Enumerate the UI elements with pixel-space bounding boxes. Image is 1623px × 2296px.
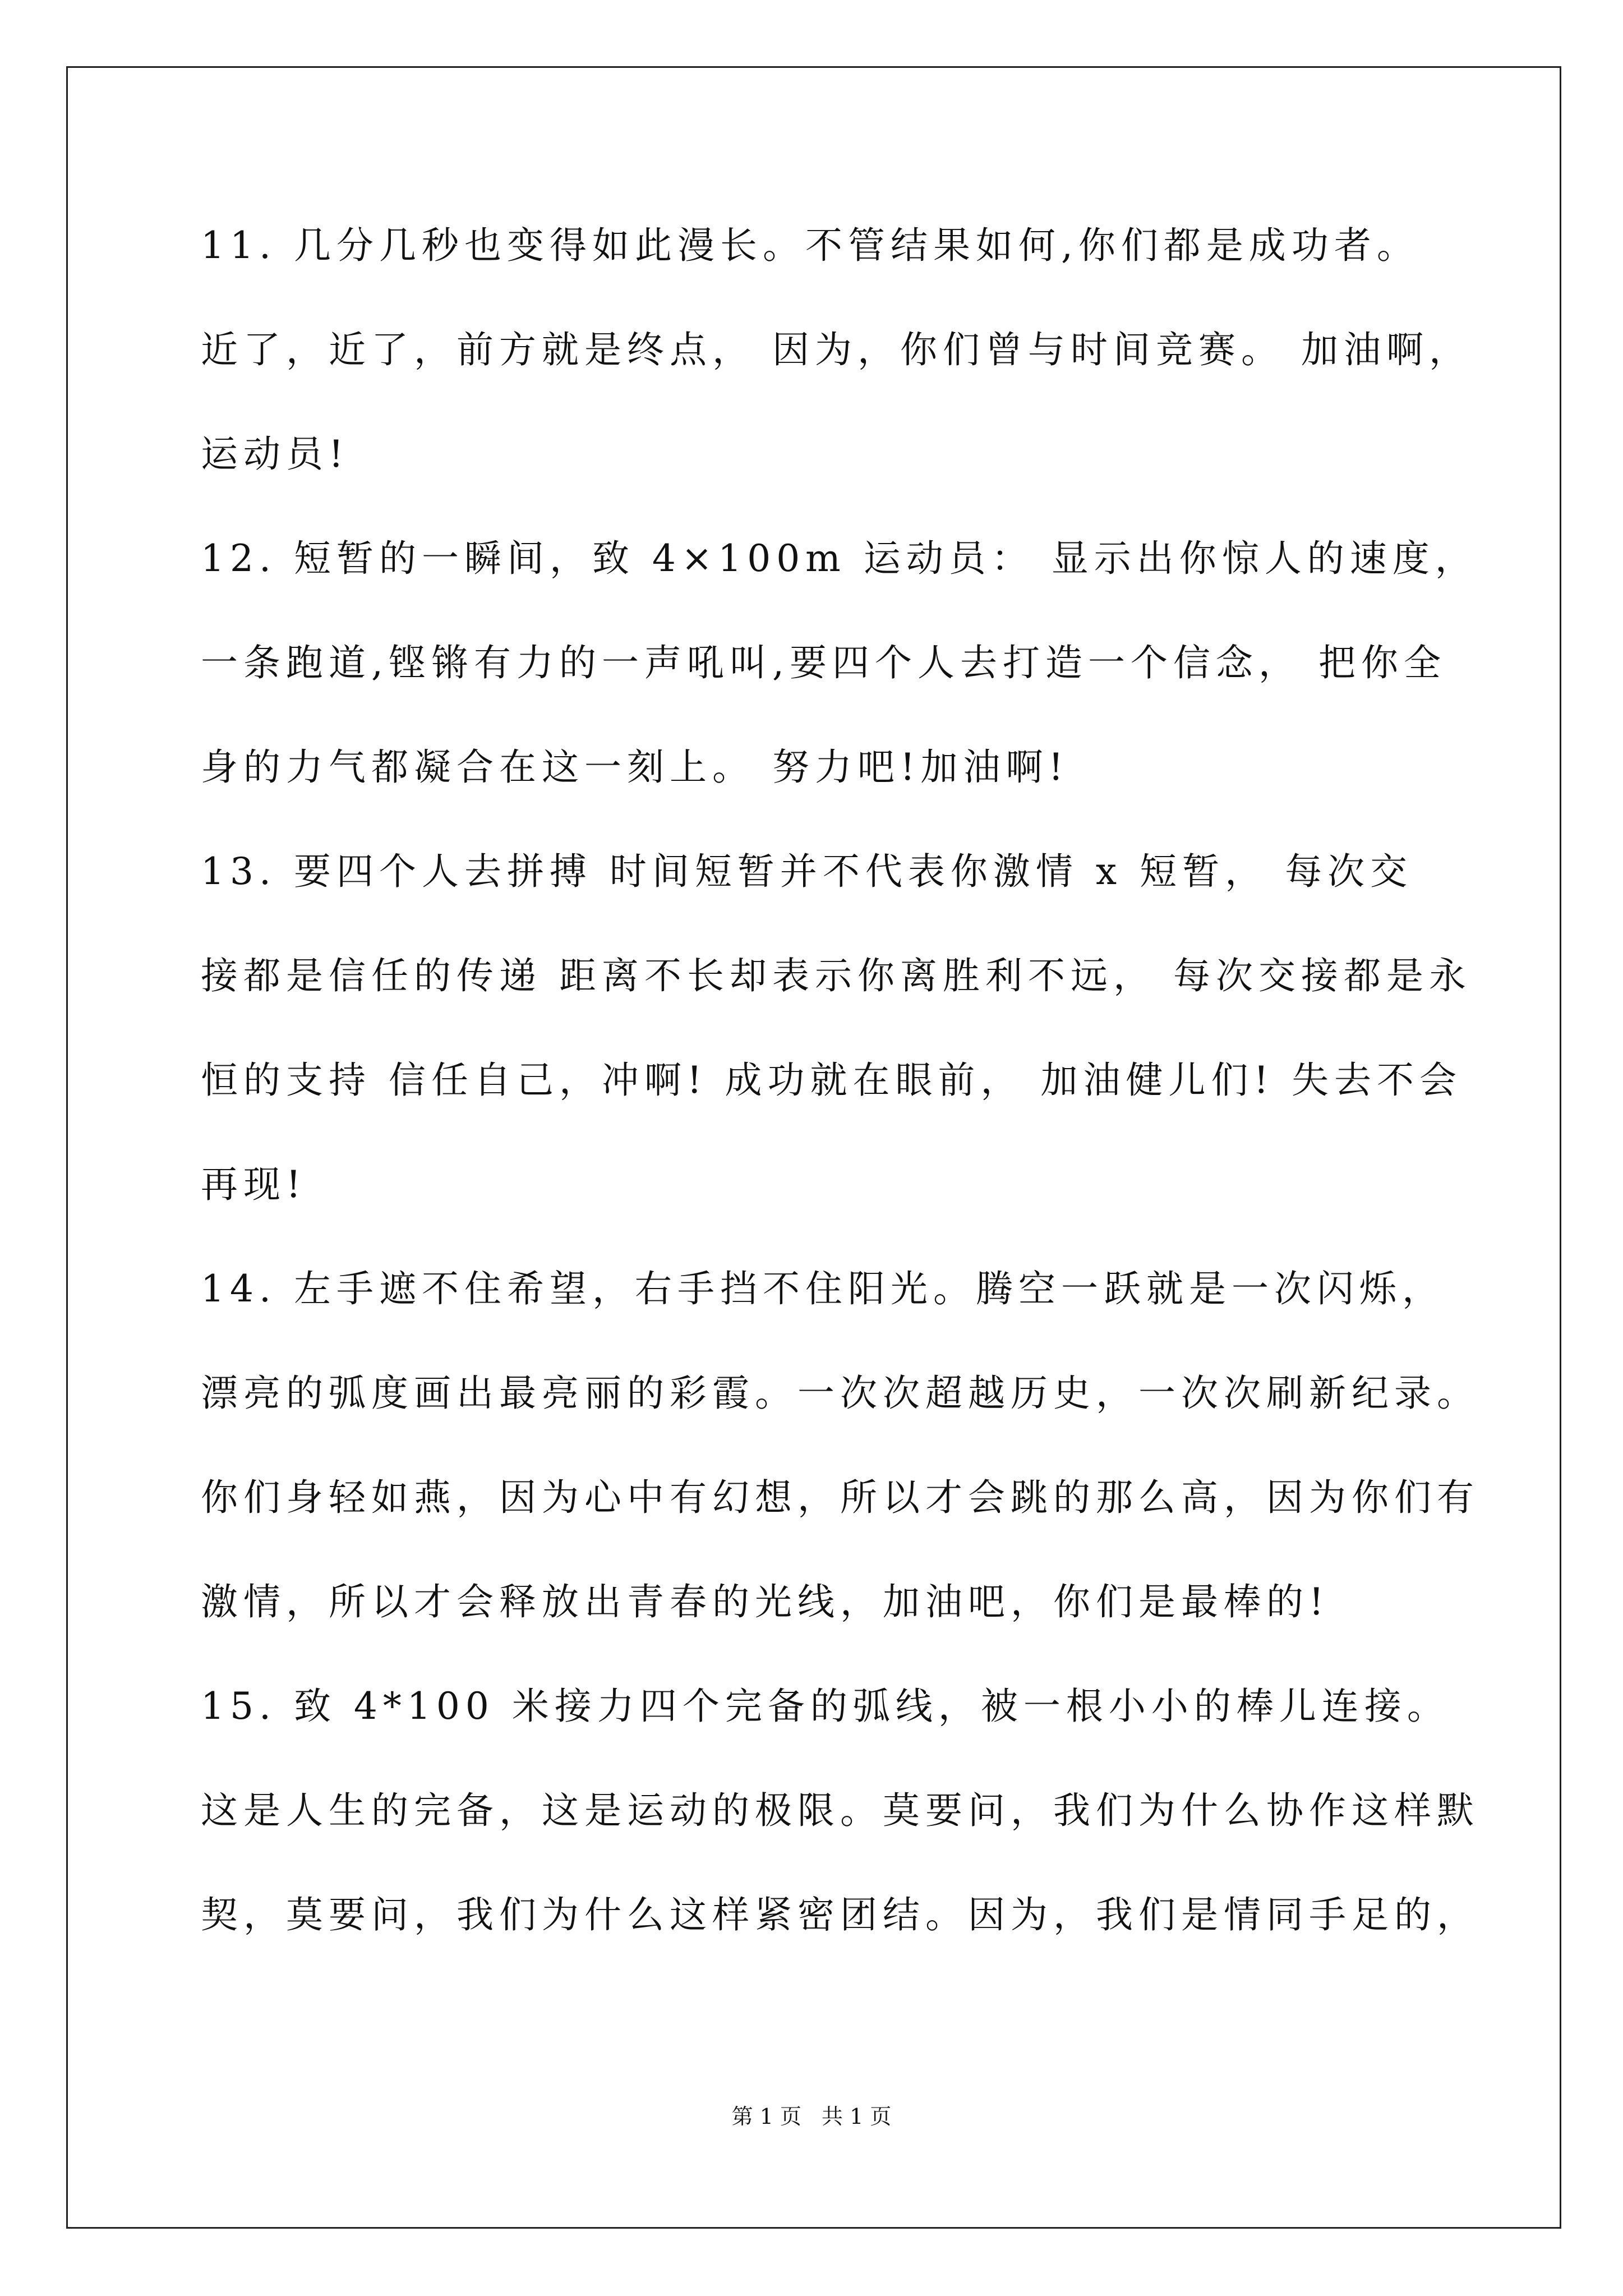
- text-line: 接都是信任的传递 距离不长却表示你离胜利不远， 每次交接都是永: [201, 954, 1472, 997]
- text-line: 激情，所以才会释放出青春的光线，加油吧，你们是最棒的!: [201, 1580, 1330, 1623]
- text-line: 11. 几分几秒也变得如此漫长。不管结果如何,你们都是成功者。: [201, 224, 1419, 267]
- text-line: 漂亮的弧度画出最亮丽的彩霞。一次次超越历史，一次次刷新纪录。: [201, 1372, 1479, 1415]
- text-line: 契，莫要问，我们为什么这样紧密团结。因为，我们是情同手足的，: [201, 1893, 1479, 1936]
- text-line: 这是人生的完备，这是运动的极限。莫要问，我们为什么协作这样默: [201, 1789, 1479, 1832]
- text-line: 身的力气都凝合在这一刻上。 努力吧!加油啊!: [201, 746, 1069, 789]
- page-total: 共 1 页: [822, 2104, 892, 2129]
- text-line: 你们身轻如燕，因为心中有幻想，所以才会跳的那么高，因为你们有: [201, 1476, 1479, 1519]
- text-line: 13. 要四个人去拼搏 时间短暂并不代表你激情 x 短暂， 每次交: [201, 850, 1413, 893]
- page-number: 第 1 页: [731, 2104, 801, 2129]
- text-line: 14. 左手遮不住希望，右手挡不住阳光。腾空一跃就是一次闪烁，: [201, 1267, 1445, 1310]
- text-line: 再现!: [201, 1163, 307, 1206]
- text-line: 15. 致 4*100 米接力四个完备的弧线，被一根小小的棒儿连接。: [201, 1685, 1450, 1728]
- text-line: 12. 短暂的一瞬间，致 4×100m 运动员： 显示出你惊人的速度，: [201, 537, 1478, 580]
- text-line: 恒的支持 信任自己，冲啊! 成功就在眼前， 加油健儿们! 失去不会: [201, 1059, 1462, 1102]
- text-line: 运动员!: [201, 432, 349, 476]
- text-line: 近了，近了，前方就是终点， 因为，你们曾与时间竞赛。 加油啊，: [201, 328, 1472, 371]
- text-line: 一条跑道,铿锵有力的一声吼叫,要四个人去打造一个信念， 把你全: [201, 641, 1446, 684]
- page-footer: [0, 2099, 1623, 2130]
